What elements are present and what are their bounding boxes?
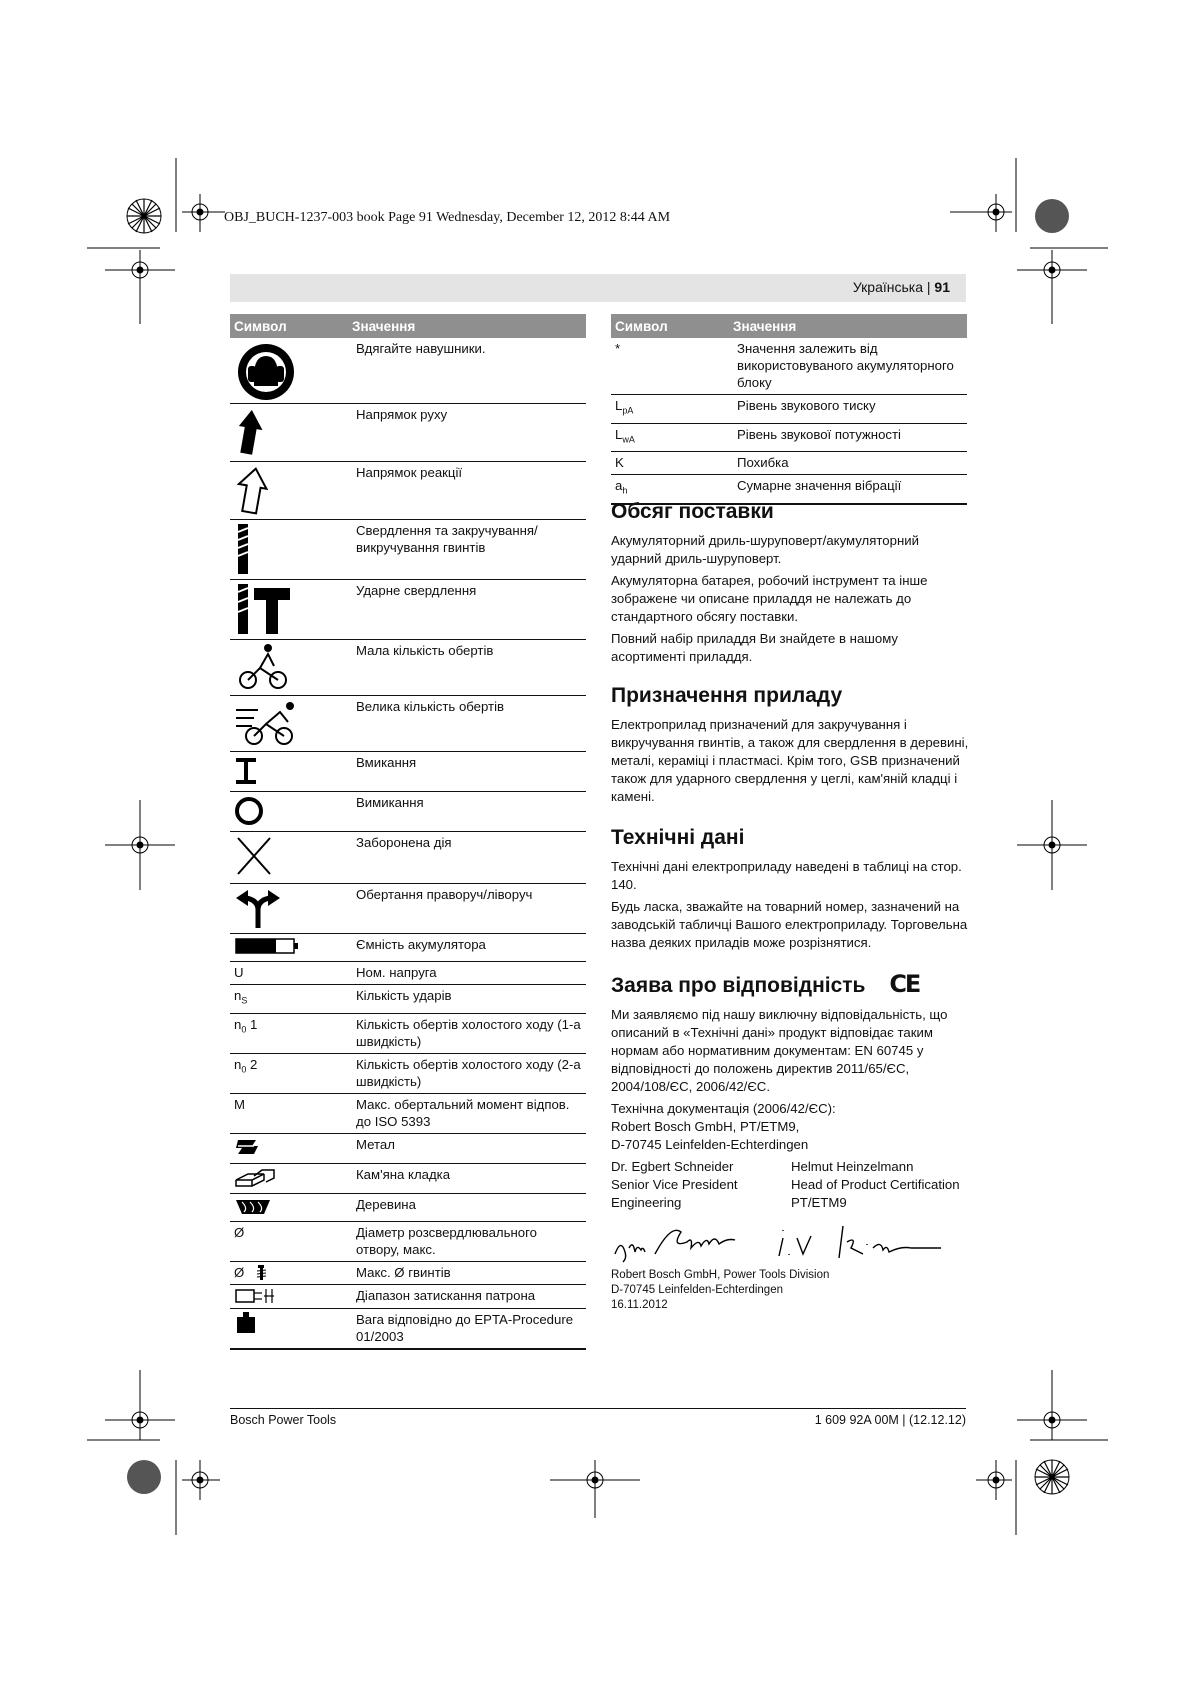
section-title: Заява про відповідність xyxy=(611,974,866,997)
delivery-section xyxy=(611,500,971,670)
paragraph: Технічні дані електроприладу наведені в таблиці на стор. 140. xyxy=(611,859,962,892)
table-row-meaning: Значення залежить від використовуваного акумуляторного блоку xyxy=(729,338,967,395)
table-row-meaning: Діапазон затискання патрона xyxy=(348,1285,586,1309)
conformity-section xyxy=(611,972,971,1313)
table-row-meaning: Діаметр розсвердлювального отвору, макс. xyxy=(348,1221,586,1261)
footer-brand: Bosch Power Tools xyxy=(230,1413,337,1427)
table-row-meaning: Вимикання xyxy=(348,792,586,832)
header-language: Українська xyxy=(852,279,923,295)
weight-icon xyxy=(234,1311,260,1335)
reaction-arrow-icon xyxy=(234,464,274,516)
table-row-meaning: Кількість обертів холостого ходу (1-а швидкість) xyxy=(348,1013,586,1053)
table-row-symbol: Ø xyxy=(234,1264,245,1280)
table-row-symbol: * xyxy=(611,338,729,395)
table-row-symbol: a xyxy=(615,478,623,494)
table-row-meaning: Ємність акумулятора xyxy=(348,934,586,962)
rotation-direction-icon xyxy=(234,886,284,930)
table-row-symbol: M xyxy=(230,1093,348,1133)
signer-name: Dr. Egbert Schneider xyxy=(611,1159,734,1174)
paragraph: Акумуляторна батарея, робочий інструмент та інше зображене чи описане приладдя не належать до стандартного обсягу поставки. xyxy=(611,573,928,624)
signature-address: D-70745 Leinfelden-Echterdingen xyxy=(611,1284,783,1296)
ear-protection-icon xyxy=(234,340,294,400)
switch-on-icon xyxy=(234,754,264,788)
table-row-meaning: Напрямок реакції xyxy=(348,462,586,520)
wood-icon xyxy=(234,1196,274,1216)
col-meaning-header: Значення xyxy=(348,314,586,338)
paragraph: Ми заявляємо під нашу виключну відповідальність, що описаний в «Технічні дані» продукт відповідає таким нормам або нормативним документам: EN 60745 у відповідності до положень директив 2011/65/ЄС, 2004/108/ЄС, 2006/42/ЄС. xyxy=(611,1007,948,1094)
metal-icon xyxy=(234,1136,264,1158)
table-row-symbol: n xyxy=(234,1016,242,1032)
table-row-meaning: Похибка xyxy=(729,452,967,475)
purpose-section xyxy=(611,684,971,810)
table-row-meaning: Мала кількість обертів xyxy=(348,640,586,696)
table-row-symbol: n xyxy=(234,988,242,1003)
ce-mark: CE xyxy=(889,970,920,998)
paragraph: Повний набір приладдя Ви знайдете в нашому асортименті приладдя. xyxy=(611,631,899,664)
table-row-meaning: Вдягайте навушники. xyxy=(348,338,586,404)
table-row-meaning: Макс. обертальний момент відпов. до ISO 5393 xyxy=(348,1093,586,1133)
table-row-symbol: L xyxy=(615,426,623,442)
doc-line: Robert Bosch GmbH, PT/ETM9, xyxy=(611,1119,800,1134)
signature-company: Robert Bosch GmbH, Power Tools Division xyxy=(611,1269,830,1281)
signatories xyxy=(611,1158,971,1212)
table-row-meaning: Заборонена дія xyxy=(348,832,586,884)
signer-title: Head of Product Certification xyxy=(791,1177,960,1192)
table-row-meaning: Рівень звукового тиску xyxy=(729,395,967,424)
table-row-symbol: L xyxy=(615,398,623,413)
header-separator: | xyxy=(926,279,931,295)
table-row-meaning: Метал xyxy=(348,1133,586,1163)
section-title: Обсяг поставки xyxy=(611,500,774,523)
signer-title: PT/ETM9 xyxy=(791,1195,847,1210)
paragraph: Електроприлад призначений для закручування і викручування гвинтів, а також для свердлення в деревині, металі, кераміці і пластмасі. Крім того, GSB призначений також для ударного свердлення у цеглі, кам'яній кладці і камені. xyxy=(611,717,969,804)
section-title: Призначення приладу xyxy=(611,684,843,707)
col-symbol-header: Символ xyxy=(611,314,729,338)
left-symbol-table: Символ Значення Вдягайте навушники. Напрямок руху Напрямок реакції Свердлення та закручування/викручування гвинтів Ударне свердлення Мала кількість обертів Велика кількість обертів Вмикання Вимикання Заборонена дія Обертання праворуч/ліворуч Ємність акумулятора U Ном. напруга $n_S$ Кількість ударів $n_0$ 1 Кількість обертів холостого ходу (1-а швидкість) $n_0$ 2 Кількість обертів холостого ходу (2-а швидкість) M Макс. обертальний момент відпов. до ISO 5393 Метал Кам'яна кладка Деревина Ø Діаметр розсвердлювального отвору, макс. Ø Макс. Ø гвинтів Діапазон затискання патрона Вага відповідно до EPTA-Procedure 01/2003 xyxy=(230,314,586,1350)
table-row-meaning: Деревина xyxy=(348,1193,586,1221)
col-meaning-header: Значення xyxy=(729,314,967,338)
page-header xyxy=(230,274,966,302)
masonry-icon xyxy=(234,1166,278,1188)
footer-doc-number: 1 609 92A 00M | (12.12.12) xyxy=(814,1413,966,1427)
movement-arrow-icon xyxy=(234,406,274,458)
section-title: Технічні дані xyxy=(611,826,745,849)
table-row-meaning: Кам'яна кладка xyxy=(348,1163,586,1193)
table-row-meaning: Кількість ударів xyxy=(348,985,586,1014)
table-row-symbol: K xyxy=(611,452,729,475)
screw-icon xyxy=(252,1265,272,1281)
chuck-range-icon xyxy=(234,1287,278,1305)
tech-data-section xyxy=(611,826,971,956)
paragraph: Акумуляторний дриль-шуруповерт/акумуляторний ударний дриль-шуруповерт. xyxy=(611,533,919,566)
table-row-symbol: U xyxy=(230,962,348,985)
drill-bit-icon xyxy=(234,522,274,576)
table-row-symbol: n xyxy=(234,1056,242,1072)
paragraph: Будь ласка, зважайте на товарний номер, зазначений на заводській табличці Вашого електроприладу. Торговельна назва деяких приладів може розрізнятися. xyxy=(611,899,968,950)
fast-cyclist-icon xyxy=(234,698,304,748)
signature-date: 16.11.2012 xyxy=(611,1299,668,1311)
col-symbol-header: Символ xyxy=(230,314,348,338)
signatures-image xyxy=(611,1218,971,1268)
hammer-drill-icon xyxy=(234,582,294,636)
table-row-meaning: Рівень звукової потужності xyxy=(729,423,967,452)
table-row-meaning: Вага відповідно до EPTA-Procedure 01/2003 xyxy=(348,1309,586,1350)
doc-line: Технічна документація (2006/42/ЄС): xyxy=(611,1101,836,1116)
table-row-meaning: Сумарне значення вібрації xyxy=(729,475,967,504)
page-number: 91 xyxy=(934,279,950,295)
table-row-meaning: Напрямок руху xyxy=(348,404,586,462)
right-symbol-table: Символ Значення * Значення залежить від використовуваного акумуляторного блоку $L_{pA}$ Рівень звукового тиску $L_{wA}$ Рівень звукової потужності K Похибка $a_h$ Сумарне значення вібрації xyxy=(611,314,967,505)
table-row-meaning: Велика кількість обертів xyxy=(348,696,586,752)
footer-rule xyxy=(230,1408,966,1409)
switch-off-icon xyxy=(234,794,268,828)
battery-capacity-icon xyxy=(234,936,300,956)
table-row-meaning: Свердлення та закручування/викручування гвинтів xyxy=(348,520,586,580)
table-row-meaning: Макс. Ø гвинтів xyxy=(348,1261,586,1285)
table-row-meaning: Ударне свердлення xyxy=(348,580,586,640)
forbidden-action-icon xyxy=(234,834,274,878)
print-header: OBJ_BUCH-1237-003 book Page 91 Wednesday, December 12, 2012 8:44 AM xyxy=(224,210,671,225)
signer-name: Helmut Heinzelmann xyxy=(791,1159,914,1174)
doc-line: D-70745 Leinfelden-Echterdingen xyxy=(611,1137,809,1152)
table-row-meaning: Обертання праворуч/ліворуч xyxy=(348,884,586,934)
slow-cyclist-icon xyxy=(234,642,294,692)
table-row-meaning: Ном. напруга xyxy=(348,962,586,985)
signer-title: Engineering xyxy=(611,1195,682,1210)
table-row-meaning: Кількість обертів холостого ходу (2-а швидкість) xyxy=(348,1053,586,1093)
table-row-symbol: Ø xyxy=(230,1221,348,1261)
signer-title: Senior Vice President xyxy=(611,1177,738,1192)
table-row-meaning: Вмикання xyxy=(348,752,586,792)
